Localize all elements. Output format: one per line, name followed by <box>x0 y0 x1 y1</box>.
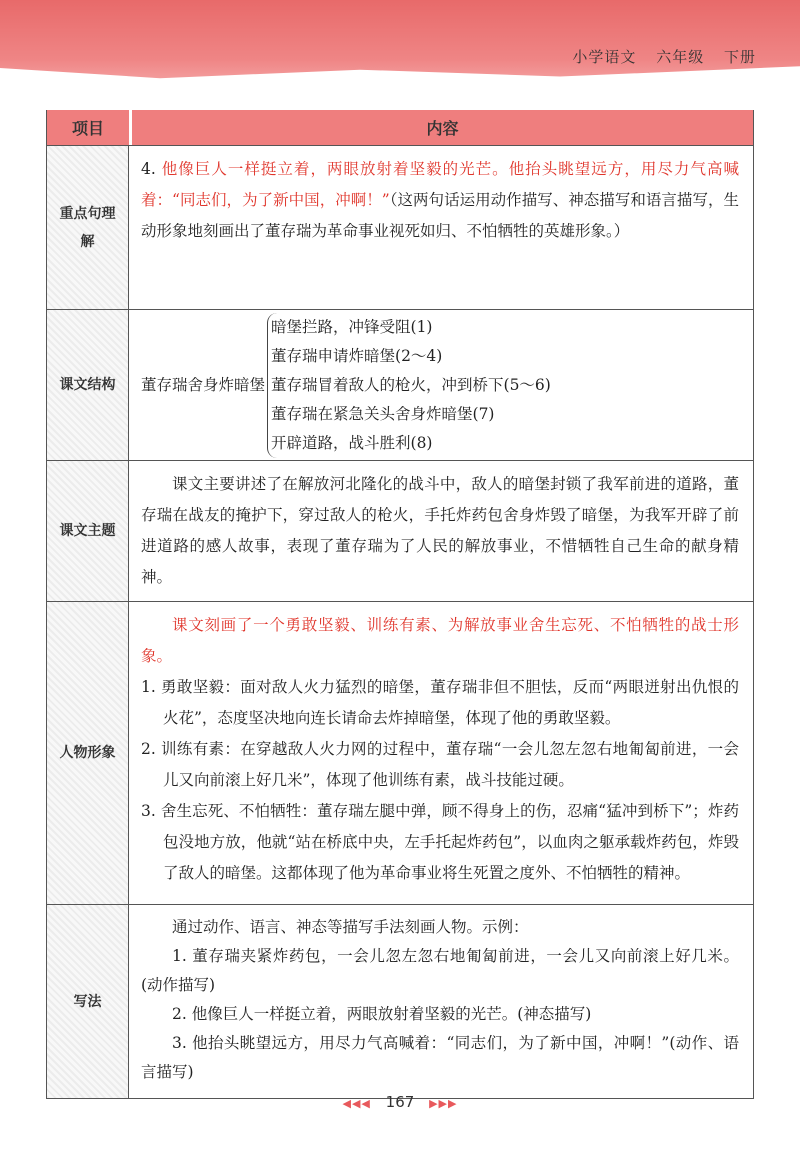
structure-branch: 暗堡拦路，冲锋受阻(1) <box>271 317 433 336</box>
structure-branch: 董存瑞申请炸暗堡(2～4) <box>271 346 443 365</box>
row-structure <box>47 309 753 460</box>
grade-label: 六年级 <box>656 48 705 66</box>
content-structure <box>129 310 753 460</box>
page-footer <box>0 1093 800 1111</box>
label-structure: 课文结构 <box>47 310 129 460</box>
header-content: 内容 <box>426 119 459 138</box>
content-key-sentence <box>129 146 753 309</box>
label-theme: 课文主题 <box>47 461 129 601</box>
volume-label: 下册 <box>723 48 756 66</box>
header-band <box>0 0 800 85</box>
character-item: 1. 勇敢坚毅：面对敌人火力猛烈的暗堡，董存瑞非但不胆怯，反而“两眼迸射出仇恨的火花”，态度坚决地向连长请命去炸掉暗堡，体现了他的勇敢坚毅。 <box>141 678 739 727</box>
row-key-sentence <box>47 145 753 309</box>
character-item: 3. 舍生忘死、不怕牺牲：董存瑞左腿中弹，顾不得身上的伤，忍痛“猛冲到桥下”；炸药包没地方放，他就“站在桥底中央，左手托起炸药包”，以血肉之躯承载炸药包，炸毁了敌人的暗堡。这都体现了他为革命事业将生死置之度外、不怕牺牲的精神。 <box>141 802 739 882</box>
writing-example: 2. 他像巨人一样挺立着，两眼放射着坚毅的光芒。(神态描写) <box>172 1005 592 1023</box>
content-character <box>129 602 753 904</box>
structure-diagram <box>141 314 739 456</box>
structure-branch: 董存瑞在紧急关头舍身炸暗堡(7) <box>271 404 495 423</box>
content-table <box>46 110 754 1099</box>
table-header <box>47 110 753 145</box>
header-item: 项目 <box>47 110 132 145</box>
right-arrows-icon: ▶▶▶ <box>429 1097 458 1110</box>
label-character: 人物形象 <box>47 602 129 904</box>
row-writing <box>47 904 753 1098</box>
structure-root: 董存瑞舍身炸暗堡 <box>141 375 266 394</box>
label-key-sentence: 重点句理解 <box>47 146 129 309</box>
key-note: （这两句话运用动作描写、神态描写和语言描写，生动形象地刻画出了董存瑞为革命事业视死如归、不怕牺牲的英雄形象。） <box>141 191 739 240</box>
row-character <box>47 601 753 904</box>
row-theme <box>47 460 753 601</box>
character-summary: 课文刻画了一个勇敢坚毅、训练有素、为解放事业舍生忘死、不怕牺牲的战士形象。 <box>141 616 739 665</box>
structure-brace <box>267 313 551 458</box>
structure-branch: 开辟道路，战斗胜利(8) <box>271 433 433 452</box>
character-item: 2. 训练有素：在穿越敌人火力网的过程中，董存瑞“一会儿忽左忽右地匍匐前进，一会儿又向前滚上好几米”，体现了他训练有素，战斗技能过硬。 <box>141 740 739 789</box>
book-info <box>558 46 756 67</box>
left-arrows-icon: ◀◀◀ <box>342 1097 371 1110</box>
content-theme <box>129 461 753 601</box>
writing-intro: 通过动作、语言、神态等描写手法刻画人物。示例： <box>172 918 529 936</box>
writing-example: 1. 董存瑞夹紧炸药包，一会儿忽左忽右地匍匐前进，一会儿又向前滚上好几米。(动作描写) <box>141 947 739 994</box>
theme-text: 课文主要讲述了在解放河北隆化的战斗中，敌人的暗堡封锁了我军前进的道路，董存瑞在战友的掩护下，穿过敌人的枪火，手托炸药包舍身炸毁了暗堡，为我军开辟了前进道路的感人故事，表现了董存瑞为了人民的解放事业，不惜牺牲自己生命的献身精神。 <box>141 475 739 586</box>
item-number: 4. <box>141 160 156 178</box>
page-number: 167 <box>385 1093 415 1111</box>
key-quote: 他像巨人一样挺立着，两眼放射着坚毅的光芒。他抬头眺望远方，用尽力气高喊着：“同志们，为了新中国，冲啊！” <box>141 160 739 209</box>
writing-example: 3. 他抬头眺望远方，用尽力气高喊着：“同志们，为了新中国，冲啊！”(动作、语言描写) <box>141 1034 739 1081</box>
label-writing: 写法 <box>47 905 129 1098</box>
subject-label: 小学语文 <box>572 48 637 66</box>
structure-branch: 董存瑞冒着敌人的枪火，冲到桥下(5～6) <box>271 375 551 394</box>
content-writing <box>129 905 753 1098</box>
